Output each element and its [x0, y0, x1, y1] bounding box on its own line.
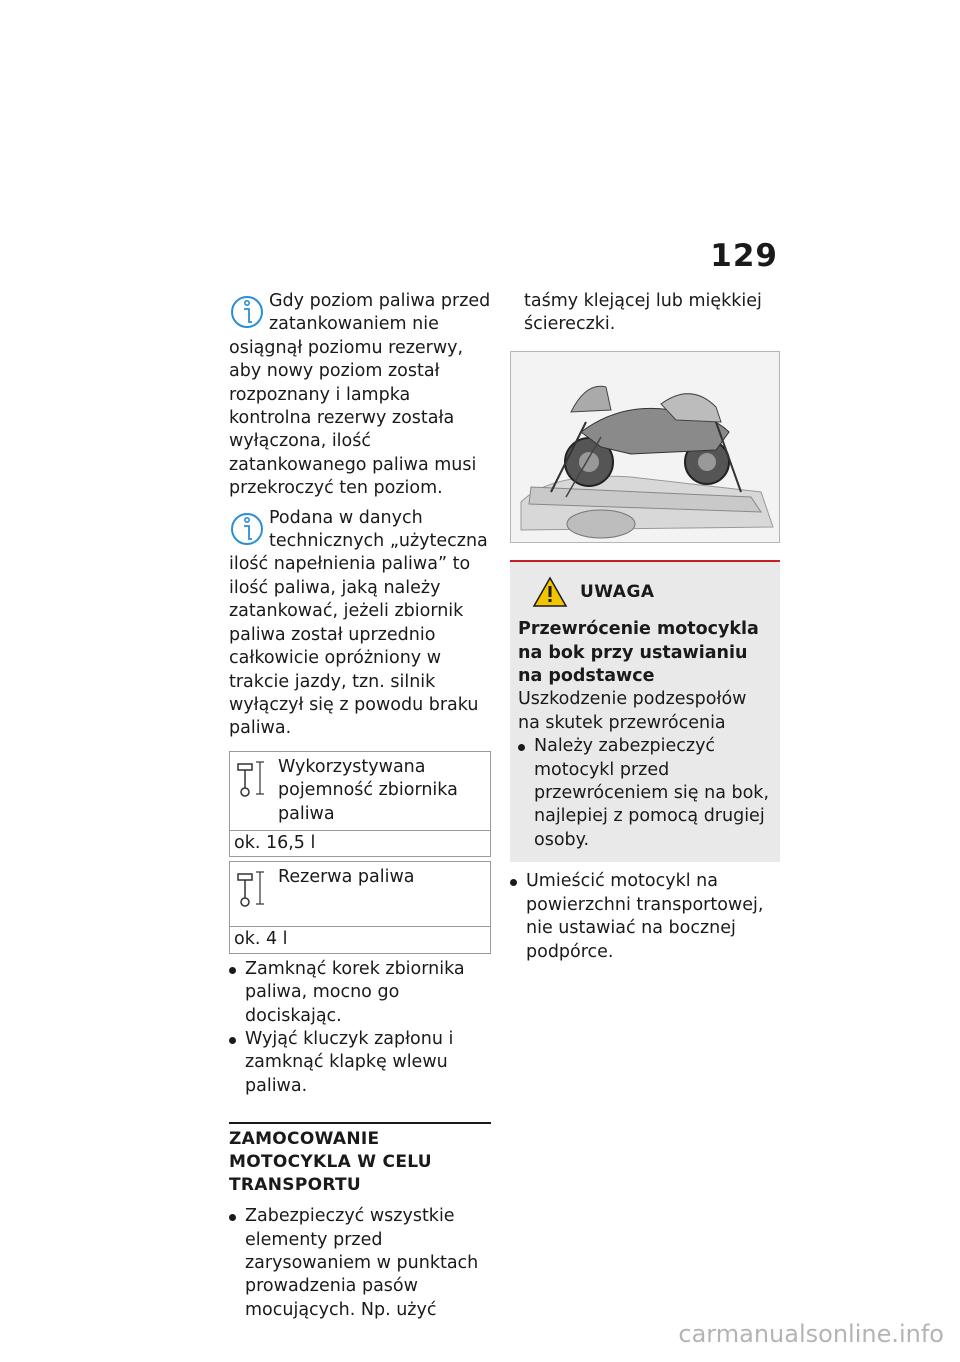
spec-label: Wykorzystywana pojemność zbiornika paliwa	[278, 756, 458, 824]
spec-reserve	[229, 861, 491, 953]
watermark: carmanualsonline.info	[678, 1320, 944, 1348]
fuel-tank-icon	[234, 756, 272, 800]
warning-box	[510, 560, 780, 862]
spec-value: ok. 16,5 l	[234, 832, 316, 853]
list-item: Należy zabezpieczyć motocykl przed przewróceniem się na bok, najlepiej z pomocą drugiej osoby.	[518, 735, 772, 852]
spec-usable-capacity	[229, 751, 491, 858]
left-column	[229, 290, 491, 1322]
page-number: 129	[710, 238, 778, 274]
spec-label: Rezerwa paliwa	[278, 867, 415, 888]
warning-action-list	[518, 735, 772, 852]
right-column	[510, 290, 780, 964]
continuation-text: taśmy klejącej lub miękkiej ściereczki.	[524, 291, 762, 335]
info-icon	[229, 290, 265, 336]
info-icon	[229, 507, 265, 553]
section-divider	[229, 1122, 491, 1322]
list-item: Zamknąć korek zbiornika paliwa, mocno go dociskając.	[229, 958, 491, 1028]
bullet-list	[229, 958, 491, 1098]
info-note-2	[229, 507, 491, 741]
note-text: Podana w danych technicznych „użyteczna ilość napełnienia paliwa” to ilość paliwa, jaką należy zatankować, jeżeli zbiornik paliwa został uprzednio całkowicie opróżniony w trakcie jazdy, tzn. silnik wyłączył się z powodu braku paliwa.	[229, 507, 488, 739]
warning-consequence: Uszkodzenie podzespołów na skutek przewrócenia	[518, 689, 747, 733]
warning-triangle-icon	[532, 576, 568, 608]
warning-headline: Przewrócenie motocykla na bok przy ustawianiu na podstawce	[518, 619, 759, 687]
section-title: ZAMOCOWANIE MOTOCYKLA W CELU TRANSPORTU	[229, 1129, 432, 1196]
bullet-list	[510, 870, 780, 964]
bullet-list	[229, 1205, 491, 1322]
warning-label: UWAGA	[580, 581, 655, 602]
list-item: Umieścić motocykl na powierzchni transportowej, nie ustawiać na bocznej podpórce.	[510, 870, 780, 964]
info-note-1	[229, 290, 491, 501]
fuel-tank-icon	[234, 866, 272, 910]
note-text: Gdy poziom paliwa przed zatankowaniem nie osiągnął poziomu rezerwy, aby nowy poziom został rozpoznany i lampka kontrolna rezerwy została wyłączona, ilość zatankowanego paliwa musi przekroczyć ten poziom.	[229, 291, 491, 499]
motorcycle-trailer-photo	[510, 351, 780, 543]
list-item: Zabezpieczyć wszystkie elementy przed zarysowaniem w punktach prowadzenia pasów mocujących. Np. użyć	[229, 1205, 491, 1322]
list-item: Wyjąć kluczyk zapłonu i zamknąć klapkę wlewu paliwa.	[229, 1028, 491, 1098]
spec-value: ok. 4 l	[234, 929, 288, 950]
